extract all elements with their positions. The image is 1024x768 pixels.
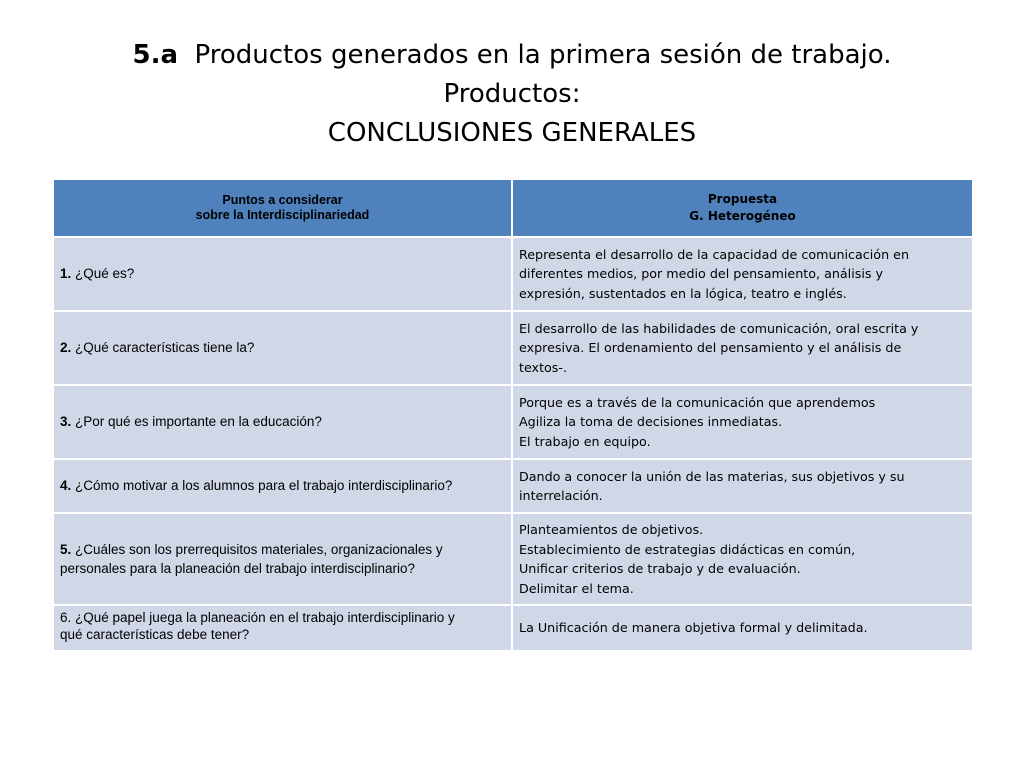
header-points-line-2: sobre la Interdisciplinariedad <box>195 208 370 222</box>
title-line-2: Productos: <box>443 79 581 109</box>
title-text: Productos generados en la primera sesión de trabajo. <box>194 40 892 70</box>
answer-line: textos-. <box>519 359 568 375</box>
answer-line: El desarrollo de las habilidades de comunicación, oral escrita y <box>519 320 919 336</box>
header-points <box>53 179 512 237</box>
answer-line: diferentes medios, por medio del pensamiento, análisis y <box>519 266 884 282</box>
question-number: 1. <box>60 266 72 282</box>
question-cell <box>53 385 512 459</box>
question-cell <box>53 605 512 651</box>
answer-line: expresiva. El ordenamiento del pensamiento y el análisis de <box>519 340 902 356</box>
question-cell <box>53 459 512 513</box>
answer-line: Dando a conocer la unión de las materias, sus objetivos y su <box>519 468 905 484</box>
conclusions-table <box>52 178 974 652</box>
header-proposal-line-2: G. Heterogéneo <box>689 209 796 223</box>
title-line-3: CONCLUSIONES GENERALES <box>327 118 697 148</box>
question-text: personales para la planeación del trabajo interdisciplinario? <box>60 561 415 576</box>
answer-cell <box>512 237 973 311</box>
answer-line: interrelación. <box>519 488 603 503</box>
question-text: ¿Cómo motivar a los alumnos para el trabajo interdisciplinario? <box>71 478 453 494</box>
question-cell <box>53 513 512 605</box>
table-row <box>53 605 973 651</box>
title-line-1 <box>0 36 1024 75</box>
answer-line: Representa el desarrollo de la capacidad de comunicación en <box>519 246 909 262</box>
question-text: ¿Qué es? <box>71 266 135 282</box>
title-number: 5.a <box>132 40 178 70</box>
table-row <box>53 311 973 385</box>
header-proposal-line-1: Propuesta <box>707 192 778 206</box>
question-number: 3. <box>60 414 72 430</box>
table-header-row <box>53 179 973 237</box>
question-text: ¿Cuáles son los prerrequisitos materiales, organizacionales y <box>71 541 443 557</box>
answer-line: Porque es a través de la comunicación que aprendemos <box>519 394 876 410</box>
answer-line: Delimitar el tema. <box>519 580 634 596</box>
table-row <box>53 513 973 605</box>
question-cell <box>53 237 512 311</box>
table-row <box>53 237 973 311</box>
question-text: ¿Qué características tiene la? <box>71 340 255 356</box>
question-text: qué características debe tener? <box>60 627 250 642</box>
question-text: ¿Por qué es importante en la educación? <box>71 414 322 430</box>
answer-line: Agiliza la toma de decisiones inmediatas. <box>519 414 783 430</box>
answer-cell <box>512 385 973 459</box>
table-row <box>53 459 973 513</box>
answer-line: Unificar criterios de trabajo y de evaluación. <box>519 561 801 576</box>
header-points-line-1: Puntos a considerar <box>222 193 343 207</box>
answer-line: Establecimiento de estrategias didácticas en común, <box>519 541 856 557</box>
answer-line: Planteamientos de objetivos. <box>519 522 704 537</box>
slide-title <box>0 36 1024 153</box>
answer-line: expresión, sustentados en la lógica, teatro e inglés. <box>519 285 847 301</box>
answer-cell <box>512 513 973 605</box>
answer-cell <box>512 459 973 513</box>
question-number: 5. <box>60 541 72 557</box>
question-number: 4. <box>60 478 72 494</box>
answer-line: El trabajo en equipo. <box>519 433 651 449</box>
table-row <box>53 385 973 459</box>
question-number: 2. <box>60 340 72 356</box>
header-proposal <box>512 179 973 237</box>
answer-cell <box>512 605 973 651</box>
question-cell <box>53 311 512 385</box>
question-text: 6. ¿Qué papel juega la planeación en el trabajo interdisciplinario y <box>60 610 455 625</box>
answer-cell <box>512 311 973 385</box>
answer-line: La Unificación de manera objetiva formal y delimitada. <box>519 620 868 636</box>
